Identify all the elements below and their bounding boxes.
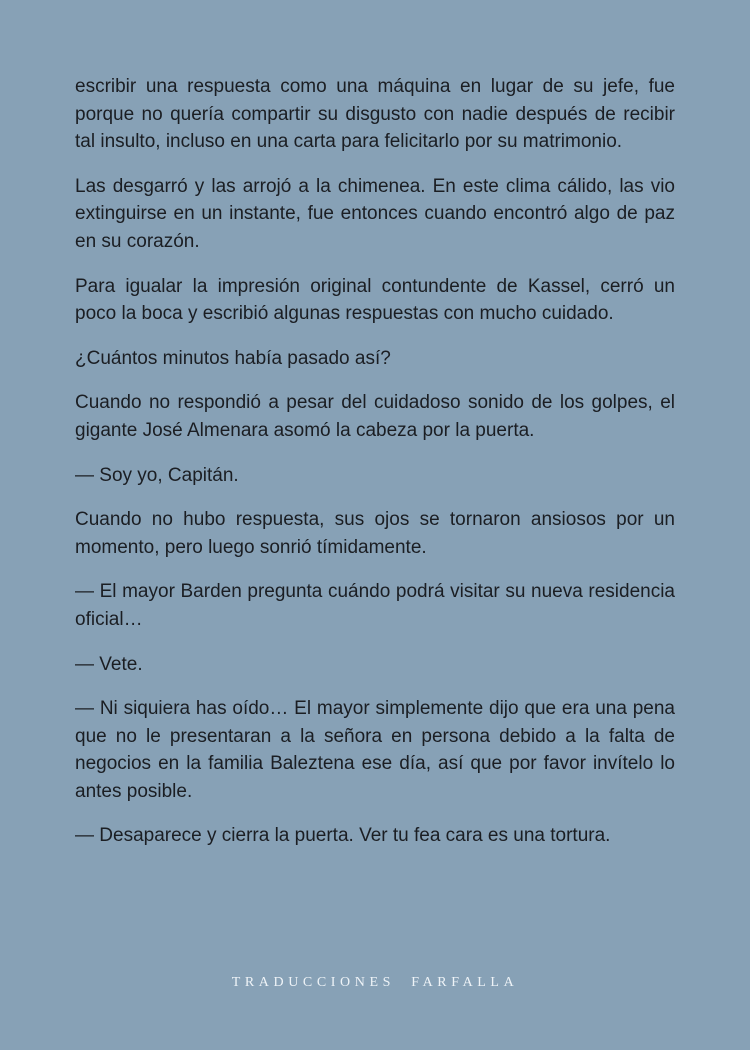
paragraph: escribir una respuesta como una máquina en lugar de su jefe, fue porque no quería compartir su disgusto con nadie después de recibir tal insulto, incluso en una carta para felicitarlo por su matrimonio. (75, 76, 675, 153)
paragraph: Cuando no respondió a pesar del cuidadoso sonido de los golpes, el gigante José Almenara asomó la cabeza por la puerta. (75, 392, 675, 441)
paragraph: — El mayor Barden pregunta cuándo podrá visitar su nueva residencia oficial… (75, 581, 675, 630)
page-footer: TRADUCCIONES FARFALLA (231, 975, 519, 990)
page-body (75, 73, 675, 867)
paragraph: Cuando no hubo respuesta, sus ojos se tornaron ansiosos por un momento, pero luego sonrió tímidamente. (75, 509, 675, 558)
paragraph: — Soy yo, Capitán. (75, 464, 239, 486)
paragraph: Para igualar la impresión original contundente de Kassel, cerró un poco la boca y escribió algunas respuestas con mucho cuidado. (75, 275, 675, 325)
paragraph: Las desgarró y las arrojó a la chimenea. En este clima cálido, las vio extinguirse en un instante, fue entonces cuando encontró algo de paz en su corazón. (75, 175, 675, 252)
paragraph: — Ni siquiera has oído… El mayor simplemente dijo que era una pena que no le presentaran a la señora en persona debido a la falta de negocios en la familia Baleztena ese día, así que por favor invítelo lo antes posible. (75, 698, 675, 802)
paragraph: ¿Cuántos minutos había pasado así? (75, 347, 391, 369)
paragraph: — Desaparece y cierra la puerta. Ver tu fea cara es una tortura. (75, 825, 611, 847)
paragraph: — Vete. (75, 653, 143, 675)
